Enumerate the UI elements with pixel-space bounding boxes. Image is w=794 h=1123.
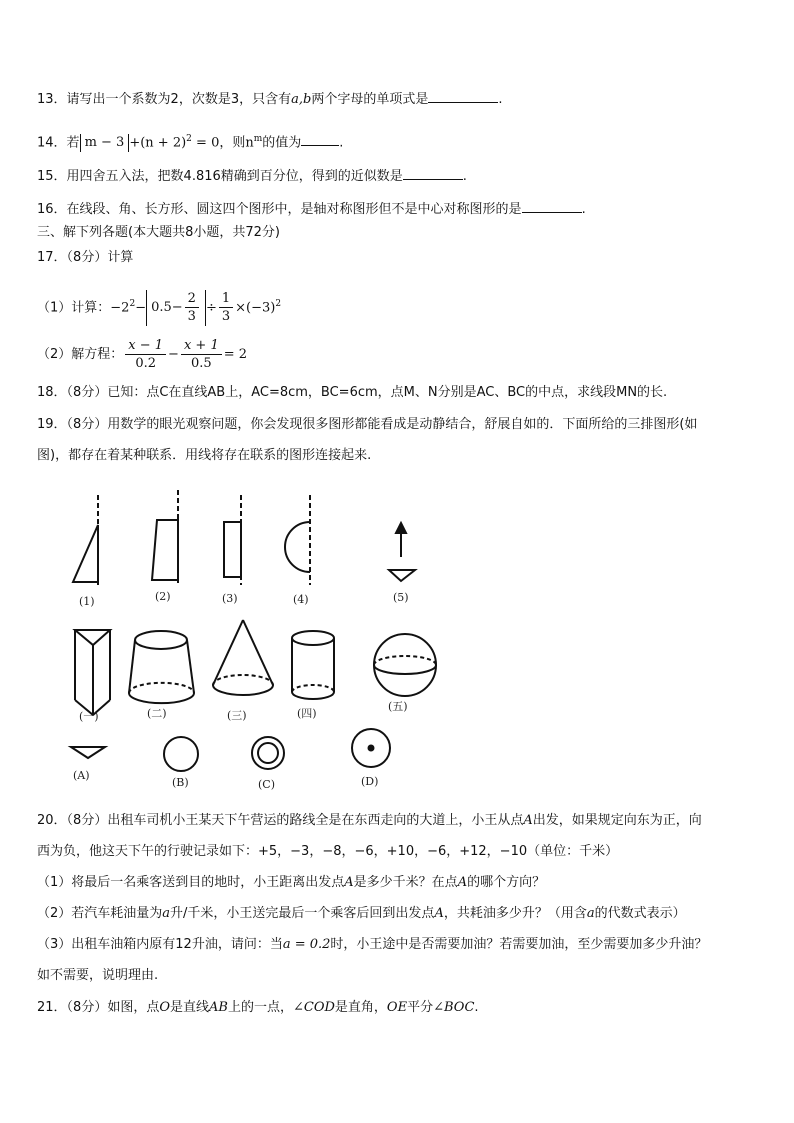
figure-label: (2) <box>155 590 171 603</box>
question-17-part-2 <box>37 337 247 373</box>
figure-label: (二) <box>147 707 167 720</box>
denominator: 3 <box>221 309 231 325</box>
answer-blank[interactable] <box>301 132 339 146</box>
math-variable: A <box>523 813 533 828</box>
figure-label: (3) <box>222 592 238 605</box>
math-expression: ∠BOC <box>433 1000 475 1015</box>
question-text: 平分 <box>407 1000 434 1015</box>
question-text: 用四舍五入法，把数4.816精确到百分位，得到的近似数是 <box>66 169 403 184</box>
math-variable: A <box>457 875 468 890</box>
math-variables: a,b <box>291 92 312 107</box>
fraction <box>219 290 233 325</box>
denominator: 0.2 <box>135 356 156 371</box>
math-variable: A <box>434 906 444 921</box>
question-number: 14． <box>37 135 67 151</box>
answer-blank[interactable] <box>403 166 463 180</box>
numerator: 2 <box>185 290 199 308</box>
question-17-part-1 <box>37 286 281 326</box>
math-variable: AB <box>209 1000 228 1015</box>
question-16 <box>37 199 586 219</box>
question-text: 在线段、角、长方形、圆这四个图形中，是轴对称图形但不是中心对称图形的是 <box>66 202 522 217</box>
question-text: ，则 <box>219 135 246 151</box>
part-label: （1）计算： <box>37 300 111 316</box>
numerator: x − 1 <box>125 337 166 355</box>
period: . <box>339 135 344 151</box>
math-expression: = 0 <box>191 135 220 151</box>
question-20-part-3-line-2: 如不需要，说明理由. <box>37 968 159 983</box>
question-number: 15． <box>37 169 67 184</box>
question-text: 若 <box>66 135 80 151</box>
figure-label: (C) <box>258 778 275 791</box>
question-20-line-2: 西为负，他这天下午的行驶记录如下：+5，−3，−8，−6，+10，−6，+12，−10（单位：千米） <box>37 844 619 859</box>
math-expression: = 2 <box>223 347 248 362</box>
frustum-solid[interactable] <box>129 631 194 703</box>
question-14 <box>37 130 343 152</box>
absolute-value: m − 3 <box>80 134 130 152</box>
question-text: 的代数式表示） <box>594 906 686 921</box>
math-expression: ∠COD <box>292 1000 335 1015</box>
period: . <box>498 92 503 107</box>
arrow-triangle-shape[interactable] <box>389 523 415 581</box>
exponent: 2 <box>129 299 136 309</box>
part-label: （2）解方程： <box>37 347 124 362</box>
question-20-part-1 <box>37 874 545 892</box>
cone-solid[interactable] <box>213 620 273 695</box>
question-20-part-2 <box>37 905 686 923</box>
question-20-part-3 <box>37 936 707 954</box>
denominator: 0.5 <box>190 356 212 371</box>
question-text: 21．（8分）如图，点 <box>37 1000 160 1015</box>
section-heading: 三、解下列各题(本大题共8小题，共72分) <box>37 225 280 240</box>
sphere-solid[interactable] <box>374 634 436 696</box>
fraction <box>185 290 199 325</box>
question-text: 的哪个方向？ <box>467 875 546 890</box>
cylinder-solid[interactable] <box>292 631 334 699</box>
question-text: 是直线 <box>170 1000 210 1015</box>
question-text: 请写出一个系数为2，次数是3，只含有 <box>66 92 292 107</box>
figure-label: (1) <box>79 595 95 608</box>
exponent: 2 <box>275 299 282 309</box>
period: . <box>581 202 586 217</box>
question-18: 18．（8分）已知：点C在直线AB上，AC=8cm，BC=6cm，点M、N分别是AC、BC的中点，求线段MN的长. <box>37 385 668 400</box>
figure-label: (四) <box>297 707 317 720</box>
operator: − <box>168 347 179 362</box>
figure-label: (5) <box>393 591 409 604</box>
answer-blank[interactable] <box>428 89 498 103</box>
question-text: 出发，如果规定向东为正，向 <box>532 813 702 828</box>
math-variable: OE <box>386 1000 408 1015</box>
circle-view-b[interactable] <box>164 737 198 771</box>
triangular-prism-solid[interactable] <box>75 630 110 715</box>
period: . <box>462 169 467 184</box>
question-text: 的值为 <box>262 135 302 151</box>
semicircle-shape[interactable] <box>285 495 310 585</box>
math-variable: n <box>245 135 254 151</box>
question-text: （1）将最后一名乘客送到目的地时，小王距离出发点 <box>37 875 345 890</box>
fraction <box>125 337 166 372</box>
figure-label: (A) <box>73 769 90 782</box>
math-expression: +(n + 2) <box>129 135 187 151</box>
numerator: x + 1 <box>181 337 222 355</box>
figure-label: (五) <box>388 700 408 713</box>
question-15 <box>37 166 467 186</box>
question-21 <box>37 999 479 1017</box>
question-text: 上的一点， <box>227 1000 293 1015</box>
math-variable: a <box>162 906 171 921</box>
question-text: 是多少千米？在点 <box>353 875 458 890</box>
right-triangle-shape[interactable] <box>73 495 98 585</box>
math-variable: O <box>159 1000 170 1015</box>
math-term: ×(−3) <box>235 300 276 316</box>
question-text: 是直角， <box>334 1000 387 1015</box>
exponent: m <box>253 134 263 144</box>
math-term: −2 <box>110 300 130 316</box>
question-text: （3）出租车油箱内原有12升油，请问：当 <box>37 937 283 952</box>
absolute-value <box>146 290 206 326</box>
question-text: ，共耗油多少升？（用含 <box>443 906 587 921</box>
math-term: 0.5− <box>151 299 183 315</box>
question-text: （2）若汽车耗油量为 <box>37 906 163 921</box>
operator: ÷ <box>205 300 217 316</box>
figure-label: (一) <box>79 710 99 723</box>
concentric-circles-view-c[interactable] <box>252 737 284 769</box>
figure-label: (三) <box>227 709 247 722</box>
question-13 <box>37 89 502 109</box>
figure-label: (4) <box>293 593 309 606</box>
numerator: 1 <box>219 290 233 308</box>
math-expression: a = 0.2 <box>282 937 331 952</box>
question-17-header: 17．（8分）计算 <box>37 250 134 265</box>
question-19-line-2: 图)，都存在着某种联系．用线将存在联系的图形连接起来. <box>37 448 372 463</box>
math-variable: A <box>344 875 354 890</box>
question-text: 升/千米，小王送完最后一个乘客后回到出发点 <box>170 906 435 921</box>
question-text: 两个字母的单项式是 <box>311 92 429 107</box>
circle-with-center-view-d[interactable] <box>352 729 390 767</box>
question-text: 20．（8分）出租车司机小王某天下午营运的路线全是在东西走向的大道上，小王从点 <box>37 813 524 828</box>
question-text: 时，小王途中是否需要加油？若需要加油，至少需要加多少升油？ <box>330 937 708 952</box>
question-20-line-1 <box>37 812 702 830</box>
question-number: 13． <box>37 92 67 107</box>
rotation-figure <box>55 485 475 795</box>
triangle-view-a[interactable] <box>71 747 105 758</box>
exponent: 2 <box>186 134 192 144</box>
rectangle-shape[interactable] <box>224 495 241 585</box>
question-number: 16． <box>37 202 67 217</box>
question-19-line-1: 19．（8分）用数学的眼光观察问题，你会发现很多图形都能看成是动静结合，舒展自如的．下面所给的三排图形(如 <box>37 417 698 432</box>
figure-label: (D) <box>361 775 379 788</box>
right-trapezoid-shape[interactable] <box>152 490 178 585</box>
fraction <box>181 337 222 372</box>
figure-label: (B) <box>172 776 189 789</box>
period: . <box>474 1000 479 1015</box>
operator: − <box>135 300 147 316</box>
math-variable: a <box>586 906 595 921</box>
denominator: 3 <box>187 308 196 324</box>
answer-blank[interactable] <box>522 199 582 213</box>
